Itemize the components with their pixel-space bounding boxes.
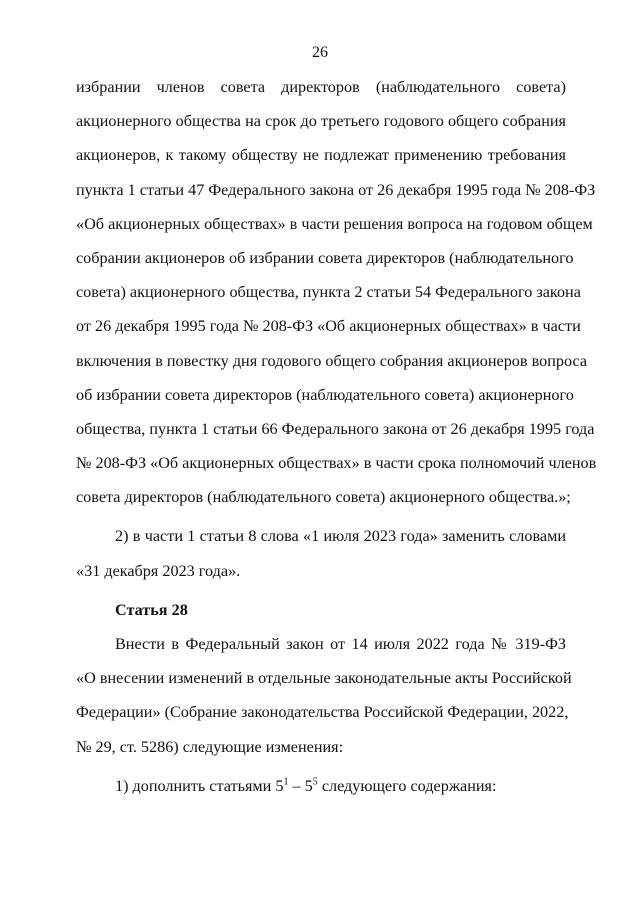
paragraph-1-line-11: общества, пункта 1 статьи 66 Федерального закона от 26 декабря 1995 года (76, 419, 595, 438)
article-heading: Статья 28 (115, 600, 188, 619)
item-1-dash: – 5 (288, 776, 313, 795)
paragraph-1-line-1: избрании членов совета директоров (наблюдательного совета) (76, 78, 566, 96)
paragraph-1-line-13: совета директоров (наблюдательного совета) акционерного общества.»; (76, 488, 571, 507)
paragraph-2-line-1: 2) в части 1 статьи 8 слова «1 июля 2023 года» заменить словами (115, 527, 566, 546)
paragraph-3-line-3: Федерации» (Собрание законодательства Российской Федерации, 2022, (76, 703, 569, 722)
page-number: 26 (312, 44, 328, 61)
paragraph-1-line-10: об избрании совета директоров (наблюдательного совета) акционерного (76, 385, 574, 404)
paragraph-1-line-5: «Об акционерных обществах» в части решения вопроса на годовом общем (76, 214, 593, 233)
document-body (76, 76, 597, 809)
paragraph-3-line-1: Внести в Федеральный закон от 14 июля 2022 года № 319-ФЗ (115, 635, 566, 653)
paragraph-1-line-7: совета) акционерного общества, пункта 2 статьи 54 Федерального закона (76, 283, 581, 302)
paragraph-2-line-2: «31 декабря 2023 года». (76, 561, 241, 580)
paragraph-1-line-6: собрании акционеров об избрании совета директоров (наблюдательного (76, 248, 574, 267)
paragraph-1-line-4: пункта 1 статьи 47 Федерального закона от 26 декабря 1995 года № 208-ФЗ (76, 180, 596, 199)
paragraph-1-line-8: от 26 декабря 1995 года № 208-ФЗ «Об акционерных обществах» в части (76, 317, 581, 336)
item-1-suffix: следующего содержания: (317, 776, 497, 795)
item-1-superscript-5: 5 (312, 776, 318, 788)
paragraph-1-line-2: акционерного общества на срок до третьего годового общего собрания (76, 112, 566, 131)
paragraph-1-line-9: включения в повестку дня годового общего собрания акционеров вопроса (76, 351, 588, 370)
paragraph-1-line-12: № 208-ФЗ «Об акционерных обществах» в части срока полномочий членов (76, 454, 597, 473)
paragraph-1-line-3: акционеров, к такому обществу не подлежат применению требования (76, 146, 566, 165)
item-1-prefix: 1) дополнить статьями 5 (115, 776, 284, 795)
paragraph-3-line-4: № 29, ст. 5286) следующие изменения: (76, 737, 344, 756)
item-1-superscript-1: 1 (283, 776, 289, 788)
item-1-line (76, 775, 566, 809)
paragraph-3-line-2: «О внесении изменений в отдельные законодательные акты Российской (76, 669, 572, 688)
